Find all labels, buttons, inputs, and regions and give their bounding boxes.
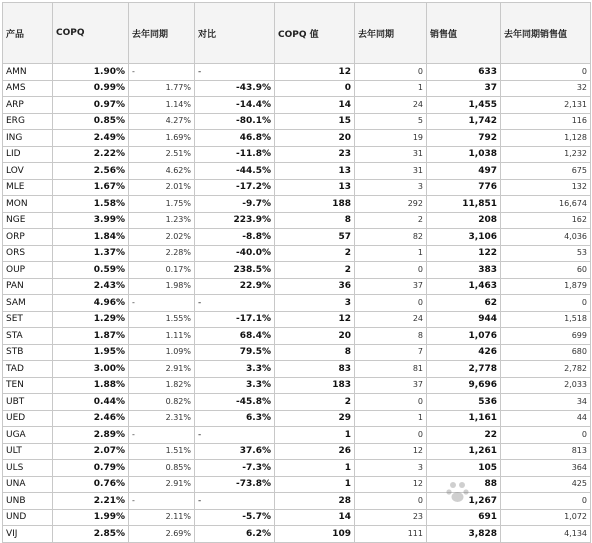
cell-last-year-sales[interactable]: 0 — [501, 64, 591, 81]
cell-sales[interactable]: 1,261 — [427, 443, 501, 460]
table-row[interactable] — [3, 460, 591, 477]
copq-table — [2, 2, 591, 543]
cell-last-year[interactable]: 1.55% — [129, 311, 195, 328]
cell-comparison[interactable]: -45.8% — [195, 394, 275, 411]
cell-comparison[interactable]: - — [195, 64, 275, 81]
cell-copq-value[interactable]: 8 — [275, 212, 355, 229]
table-row[interactable] — [3, 163, 591, 180]
cell-last-year-sales[interactable]: 116 — [501, 113, 591, 130]
cell-copq-value[interactable]: 183 — [275, 377, 355, 394]
cell-copq[interactable]: 1.88% — [53, 377, 129, 394]
table-row[interactable] — [3, 328, 591, 345]
cell-last-year-sales[interactable]: 813 — [501, 443, 591, 460]
table-row[interactable] — [3, 509, 591, 526]
cell-last-year-sales[interactable]: 1,879 — [501, 278, 591, 295]
cell-sales[interactable]: 497 — [427, 163, 501, 180]
cell-last-year[interactable]: 2.31% — [129, 410, 195, 427]
cell-comparison[interactable]: 223.9% — [195, 212, 275, 229]
table-row[interactable] — [3, 146, 591, 163]
cell-last-year[interactable]: 0.82% — [129, 394, 195, 411]
cell-last-year-value[interactable]: 23 — [355, 509, 427, 526]
header-product[interactable]: 产品 — [3, 3, 53, 64]
cell-last-year[interactable]: - — [129, 427, 195, 444]
header-row — [3, 3, 591, 64]
cell-last-year-sales[interactable]: 162 — [501, 212, 591, 229]
cell-copq-value[interactable]: 1 — [275, 460, 355, 477]
cell-copq-value[interactable]: 12 — [275, 64, 355, 81]
header-copq[interactable]: COPQ — [53, 3, 129, 64]
cell-last-year-sales[interactable]: 2,782 — [501, 361, 591, 378]
cell-product[interactable]: UGA — [3, 427, 53, 444]
cell-last-year-sales[interactable]: 1,518 — [501, 311, 591, 328]
cell-sales[interactable]: 383 — [427, 262, 501, 279]
cell-last-year-value[interactable]: 8 — [355, 328, 427, 345]
cell-copq[interactable]: 2.56% — [53, 163, 129, 180]
cell-comparison[interactable]: -40.0% — [195, 245, 275, 262]
cell-product[interactable]: TAD — [3, 361, 53, 378]
cell-product[interactable]: LOV — [3, 163, 53, 180]
cell-copq-value[interactable]: 2 — [275, 394, 355, 411]
cell-comparison[interactable]: 46.8% — [195, 130, 275, 147]
cell-copq[interactable]: 2.49% — [53, 130, 129, 147]
cell-last-year-sales[interactable]: 1,232 — [501, 146, 591, 163]
cell-last-year[interactable]: 1.77% — [129, 80, 195, 97]
cell-last-year[interactable]: 2.01% — [129, 179, 195, 196]
cell-last-year-sales[interactable]: 132 — [501, 179, 591, 196]
cell-last-year-sales[interactable]: 1,128 — [501, 130, 591, 147]
header-last-year-value[interactable]: 去年同期 — [355, 3, 427, 64]
cell-product[interactable]: MLE — [3, 179, 53, 196]
cell-copq-value[interactable]: 20 — [275, 130, 355, 147]
cell-last-year-value[interactable]: 1 — [355, 410, 427, 427]
cell-last-year-value[interactable]: 12 — [355, 443, 427, 460]
cell-copq[interactable]: 2.43% — [53, 278, 129, 295]
cell-sales[interactable]: 2,778 — [427, 361, 501, 378]
cell-copq-value[interactable]: 8 — [275, 344, 355, 361]
cell-last-year-value[interactable]: 1 — [355, 80, 427, 97]
cell-last-year[interactable]: - — [129, 493, 195, 510]
cell-sales[interactable]: 208 — [427, 212, 501, 229]
cell-product[interactable]: AMS — [3, 80, 53, 97]
cell-product[interactable]: SET — [3, 311, 53, 328]
watermark — [445, 478, 565, 508]
cell-copq-value[interactable]: 36 — [275, 278, 355, 295]
cell-sales[interactable]: 944 — [427, 311, 501, 328]
cell-sales[interactable]: 11,851 — [427, 196, 501, 213]
cell-last-year-value[interactable]: 37 — [355, 278, 427, 295]
cell-last-year-value[interactable]: 0 — [355, 262, 427, 279]
table-row[interactable] — [3, 64, 591, 81]
cell-last-year-value[interactable]: 0 — [355, 64, 427, 81]
cell-last-year-value[interactable]: 19 — [355, 130, 427, 147]
cell-copq[interactable]: 2.89% — [53, 427, 129, 444]
cell-comparison[interactable]: -80.1% — [195, 113, 275, 130]
cell-product[interactable]: SAM — [3, 295, 53, 312]
cell-last-year[interactable]: 2.69% — [129, 526, 195, 543]
cell-last-year-sales[interactable]: 4,134 — [501, 526, 591, 543]
cell-last-year[interactable]: 1.51% — [129, 443, 195, 460]
cell-last-year[interactable]: 2.11% — [129, 509, 195, 526]
cell-last-year[interactable]: 1.69% — [129, 130, 195, 147]
cell-last-year[interactable]: 1.14% — [129, 97, 195, 114]
cell-product[interactable]: STA — [3, 328, 53, 345]
cell-copq-value[interactable]: 14 — [275, 97, 355, 114]
cell-copq-value[interactable]: 13 — [275, 163, 355, 180]
cell-last-year[interactable]: 1.11% — [129, 328, 195, 345]
cell-copq-value[interactable]: 28 — [275, 493, 355, 510]
cell-comparison[interactable]: 3.3% — [195, 361, 275, 378]
cell-comparison[interactable]: -5.7% — [195, 509, 275, 526]
cell-copq-value[interactable]: 83 — [275, 361, 355, 378]
cell-copq[interactable]: 3.99% — [53, 212, 129, 229]
cell-last-year-value[interactable]: 3 — [355, 460, 427, 477]
cell-sales[interactable]: 9,696 — [427, 377, 501, 394]
table-row[interactable] — [3, 229, 591, 246]
table-row[interactable] — [3, 344, 591, 361]
cell-product[interactable]: ING — [3, 130, 53, 147]
cell-comparison[interactable]: -17.2% — [195, 179, 275, 196]
cell-copq[interactable]: 2.07% — [53, 443, 129, 460]
cell-last-year-value[interactable]: 12 — [355, 476, 427, 493]
table-body — [3, 64, 591, 543]
table-row[interactable] — [3, 196, 591, 213]
cell-comparison[interactable]: 3.3% — [195, 377, 275, 394]
cell-last-year-sales[interactable]: 680 — [501, 344, 591, 361]
cell-last-year-sales[interactable]: 1,072 — [501, 509, 591, 526]
cell-product[interactable]: PAN — [3, 278, 53, 295]
cell-sales[interactable]: 426 — [427, 344, 501, 361]
cell-last-year[interactable]: 4.27% — [129, 113, 195, 130]
cell-sales[interactable]: 691 — [427, 509, 501, 526]
cell-last-year-value[interactable]: 37 — [355, 377, 427, 394]
cell-copq[interactable]: 0.44% — [53, 394, 129, 411]
cell-copq[interactable]: 1.87% — [53, 328, 129, 345]
cell-last-year-sales[interactable]: 2,033 — [501, 377, 591, 394]
cell-last-year[interactable]: 2.91% — [129, 476, 195, 493]
cell-last-year-value[interactable]: 31 — [355, 146, 427, 163]
cell-sales[interactable]: 22 — [427, 427, 501, 444]
cell-sales[interactable]: 3,828 — [427, 526, 501, 543]
cell-comparison[interactable]: - — [195, 295, 275, 312]
cell-last-year[interactable]: - — [129, 295, 195, 312]
cell-sales[interactable]: 1,076 — [427, 328, 501, 345]
cell-product[interactable]: UNB — [3, 493, 53, 510]
cell-sales[interactable]: 88 — [427, 476, 501, 493]
cell-product[interactable]: OUP — [3, 262, 53, 279]
table-row[interactable] — [3, 130, 591, 147]
cell-product[interactable]: ARP — [3, 97, 53, 114]
table-row[interactable] — [3, 361, 591, 378]
table-row[interactable] — [3, 377, 591, 394]
table-row[interactable] — [3, 311, 591, 328]
cell-copq-value[interactable]: 1 — [275, 476, 355, 493]
cell-last-year[interactable]: 0.85% — [129, 460, 195, 477]
cell-sales[interactable]: 62 — [427, 295, 501, 312]
cell-comparison[interactable]: -9.7% — [195, 196, 275, 213]
cell-comparison[interactable]: 6.3% — [195, 410, 275, 427]
cell-last-year[interactable]: 2.51% — [129, 146, 195, 163]
cell-copq[interactable]: 0.79% — [53, 460, 129, 477]
cell-product[interactable]: UNA — [3, 476, 53, 493]
cell-copq-value[interactable]: 0 — [275, 80, 355, 97]
cell-product[interactable]: VIJ — [3, 526, 53, 543]
cell-sales[interactable]: 1,161 — [427, 410, 501, 427]
cell-copq-value[interactable]: 1 — [275, 427, 355, 444]
paw-logo-icon — [445, 478, 471, 504]
cell-copq-value[interactable]: 26 — [275, 443, 355, 460]
cell-last-year-value[interactable]: 111 — [355, 526, 427, 543]
cell-last-year-sales[interactable]: 32 — [501, 80, 591, 97]
cell-sales[interactable]: 633 — [427, 64, 501, 81]
cell-product[interactable]: ULT — [3, 443, 53, 460]
cell-last-year-value[interactable]: 81 — [355, 361, 427, 378]
cell-copq[interactable]: 4.96% — [53, 295, 129, 312]
cell-last-year-value[interactable]: 82 — [355, 229, 427, 246]
cell-last-year-sales[interactable]: 16,674 — [501, 196, 591, 213]
cell-copq[interactable]: 1.95% — [53, 344, 129, 361]
cell-last-year-sales[interactable]: 425 — [501, 476, 591, 493]
cell-last-year-sales[interactable]: 675 — [501, 163, 591, 180]
table-row[interactable] — [3, 394, 591, 411]
cell-sales[interactable]: 1,742 — [427, 113, 501, 130]
cell-product[interactable]: MON — [3, 196, 53, 213]
cell-comparison[interactable]: 68.4% — [195, 328, 275, 345]
cell-last-year[interactable]: 1.23% — [129, 212, 195, 229]
table-row[interactable] — [3, 97, 591, 114]
table-row[interactable] — [3, 278, 591, 295]
cell-product[interactable]: ULS — [3, 460, 53, 477]
table-row[interactable] — [3, 80, 591, 97]
cell-copq[interactable]: 1.90% — [53, 64, 129, 81]
cell-copq-value[interactable]: 57 — [275, 229, 355, 246]
cell-comparison[interactable]: -73.8% — [195, 476, 275, 493]
cell-comparison[interactable]: -43.9% — [195, 80, 275, 97]
cell-last-year-value[interactable]: 292 — [355, 196, 427, 213]
table-row[interactable] — [3, 410, 591, 427]
cell-copq-value[interactable]: 29 — [275, 410, 355, 427]
cell-product[interactable]: STB — [3, 344, 53, 361]
cell-last-year[interactable]: 0.17% — [129, 262, 195, 279]
cell-product[interactable]: NGE — [3, 212, 53, 229]
cell-last-year[interactable]: 2.91% — [129, 361, 195, 378]
cell-comparison[interactable]: -14.4% — [195, 97, 275, 114]
cell-copq-value[interactable]: 12 — [275, 311, 355, 328]
header-last-year-sales[interactable]: 去年同期销售值 — [501, 3, 591, 64]
cell-product[interactable]: UBT — [3, 394, 53, 411]
cell-copq[interactable]: 1.84% — [53, 229, 129, 246]
cell-sales[interactable]: 105 — [427, 460, 501, 477]
cell-copq[interactable]: 1.37% — [53, 245, 129, 262]
cell-sales[interactable]: 1,038 — [427, 146, 501, 163]
table-row[interactable] — [3, 526, 591, 543]
cell-sales[interactable]: 1,455 — [427, 97, 501, 114]
cell-copq[interactable]: 1.58% — [53, 196, 129, 213]
cell-comparison[interactable]: -7.3% — [195, 460, 275, 477]
cell-copq-value[interactable]: 2 — [275, 245, 355, 262]
table-row[interactable] — [3, 179, 591, 196]
cell-last-year-value[interactable]: 0 — [355, 394, 427, 411]
cell-copq-value[interactable]: 14 — [275, 509, 355, 526]
header-comparison[interactable]: 对比 — [195, 3, 275, 64]
cell-sales[interactable]: 1,267 — [427, 493, 501, 510]
cell-sales[interactable]: 1,463 — [427, 278, 501, 295]
cell-last-year-value[interactable]: 31 — [355, 163, 427, 180]
cell-comparison[interactable]: - — [195, 493, 275, 510]
cell-copq-value[interactable]: 20 — [275, 328, 355, 345]
cell-sales[interactable]: 792 — [427, 130, 501, 147]
cell-last-year[interactable]: 4.62% — [129, 163, 195, 180]
cell-last-year[interactable]: 1.98% — [129, 278, 195, 295]
cell-copq[interactable]: 0.85% — [53, 113, 129, 130]
cell-last-year-value[interactable]: 1 — [355, 245, 427, 262]
header-sales[interactable]: 销售值 — [427, 3, 501, 64]
cell-copq[interactable]: 2.22% — [53, 146, 129, 163]
cell-sales[interactable]: 3,106 — [427, 229, 501, 246]
cell-comparison[interactable]: 37.6% — [195, 443, 275, 460]
cell-last-year-value[interactable]: 24 — [355, 311, 427, 328]
cell-last-year[interactable]: 1.82% — [129, 377, 195, 394]
cell-last-year[interactable]: - — [129, 64, 195, 81]
cell-last-year-sales[interactable]: 699 — [501, 328, 591, 345]
table-row[interactable] — [3, 245, 591, 262]
table-row[interactable] — [3, 262, 591, 279]
cell-last-year-sales[interactable]: 0 — [501, 493, 591, 510]
cell-last-year[interactable]: 1.09% — [129, 344, 195, 361]
cell-copq[interactable]: 2.85% — [53, 526, 129, 543]
cell-copq-value[interactable]: 13 — [275, 179, 355, 196]
cell-copq-value[interactable]: 188 — [275, 196, 355, 213]
cell-last-year-sales[interactable]: 60 — [501, 262, 591, 279]
table-row[interactable] — [3, 113, 591, 130]
table-row[interactable] — [3, 212, 591, 229]
cell-last-year[interactable]: 2.28% — [129, 245, 195, 262]
cell-last-year-sales[interactable]: 44 — [501, 410, 591, 427]
cell-product[interactable]: UND — [3, 509, 53, 526]
cell-copq[interactable]: 0.99% — [53, 80, 129, 97]
cell-copq[interactable]: 2.46% — [53, 410, 129, 427]
cell-sales[interactable]: 536 — [427, 394, 501, 411]
cell-product[interactable]: ERG — [3, 113, 53, 130]
cell-copq[interactable]: 0.76% — [53, 476, 129, 493]
cell-product[interactable]: ORP — [3, 229, 53, 246]
cell-product[interactable]: ORS — [3, 245, 53, 262]
cell-last-year[interactable]: 1.75% — [129, 196, 195, 213]
cell-copq-value[interactable]: 15 — [275, 113, 355, 130]
cell-last-year-value[interactable]: 0 — [355, 493, 427, 510]
cell-comparison[interactable]: - — [195, 427, 275, 444]
cell-comparison[interactable]: -8.8% — [195, 229, 275, 246]
cell-last-year-value[interactable]: 0 — [355, 427, 427, 444]
cell-last-year-value[interactable]: 5 — [355, 113, 427, 130]
cell-copq[interactable]: 1.67% — [53, 179, 129, 196]
header-last-year[interactable]: 去年同期 — [129, 3, 195, 64]
cell-last-year-sales[interactable]: 2,131 — [501, 97, 591, 114]
cell-copq-value[interactable]: 109 — [275, 526, 355, 543]
header-copq-value[interactable]: COPQ 值 — [275, 3, 355, 64]
cell-last-year-value[interactable]: 0 — [355, 295, 427, 312]
cell-comparison[interactable]: 79.5% — [195, 344, 275, 361]
cell-product[interactable]: LID — [3, 146, 53, 163]
cell-product[interactable]: TEN — [3, 377, 53, 394]
cell-last-year-sales[interactable]: 34 — [501, 394, 591, 411]
cell-last-year-sales[interactable]: 53 — [501, 245, 591, 262]
cell-copq-value[interactable]: 2 — [275, 262, 355, 279]
cell-last-year-value[interactable]: 24 — [355, 97, 427, 114]
cell-copq[interactable]: 1.29% — [53, 311, 129, 328]
table-row[interactable] — [3, 295, 591, 312]
cell-last-year-sales[interactable]: 0 — [501, 427, 591, 444]
cell-last-year-value[interactable]: 2 — [355, 212, 427, 229]
cell-copq[interactable]: 0.59% — [53, 262, 129, 279]
cell-sales[interactable]: 37 — [427, 80, 501, 97]
cell-product[interactable]: UED — [3, 410, 53, 427]
cell-copq[interactable]: 3.00% — [53, 361, 129, 378]
cell-copq-value[interactable]: 3 — [275, 295, 355, 312]
cell-last-year-value[interactable]: 7 — [355, 344, 427, 361]
cell-last-year[interactable]: 2.02% — [129, 229, 195, 246]
cell-product[interactable]: AMN — [3, 64, 53, 81]
cell-comparison[interactable]: 6.2% — [195, 526, 275, 543]
cell-last-year-sales[interactable]: 4,036 — [501, 229, 591, 246]
cell-copq[interactable]: 0.97% — [53, 97, 129, 114]
cell-copq[interactable]: 2.21% — [53, 493, 129, 510]
cell-comparison[interactable]: -11.8% — [195, 146, 275, 163]
cell-last-year-sales[interactable]: 364 — [501, 460, 591, 477]
cell-comparison[interactable]: 22.9% — [195, 278, 275, 295]
cell-last-year-value[interactable]: 3 — [355, 179, 427, 196]
cell-comparison[interactable]: -44.5% — [195, 163, 275, 180]
cell-sales[interactable]: 122 — [427, 245, 501, 262]
table-row[interactable] — [3, 443, 591, 460]
cell-sales[interactable]: 776 — [427, 179, 501, 196]
table-row[interactable] — [3, 427, 591, 444]
cell-comparison[interactable]: 238.5% — [195, 262, 275, 279]
cell-copq[interactable]: 1.99% — [53, 509, 129, 526]
cell-last-year-sales[interactable]: 0 — [501, 295, 591, 312]
cell-copq-value[interactable]: 23 — [275, 146, 355, 163]
cell-comparison[interactable]: -17.1% — [195, 311, 275, 328]
